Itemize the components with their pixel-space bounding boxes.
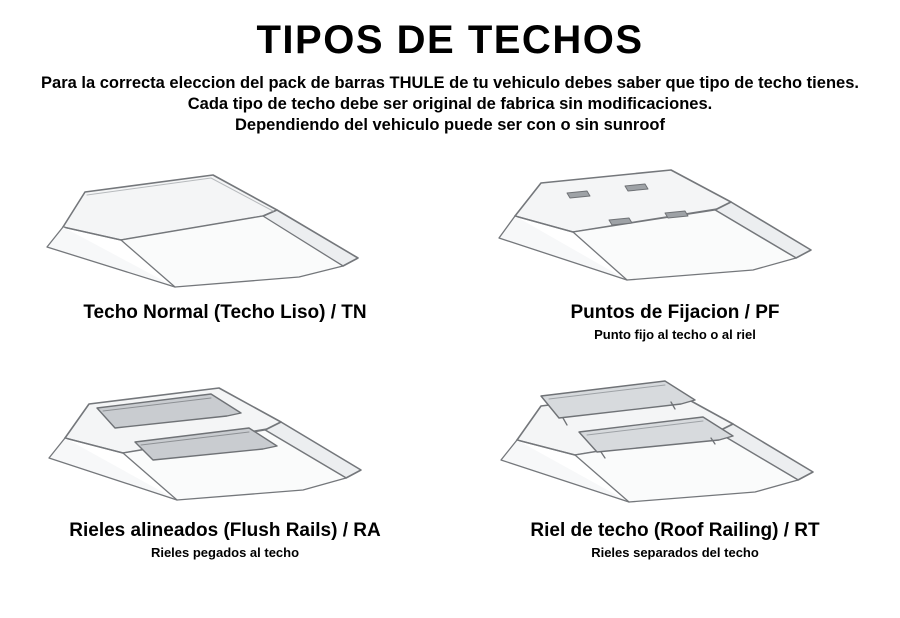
roof-type-card-riel-de-techo (450, 368, 900, 586)
intro-text (20, 73, 880, 136)
subcaption-puntos-de-fijacion: Punto fijo al techo o al riel (594, 327, 756, 342)
roof-types-grid (0, 150, 900, 586)
poster (0, 18, 900, 618)
subcaption-rieles-alineados: Rieles pegados al techo (150, 545, 300, 560)
roof-type-card-rieles-alineados (0, 368, 450, 586)
puntos-de-fijacion-illustration (475, 150, 875, 300)
roof-type-card-techo-normal (0, 150, 450, 368)
caption-rieles-alineados: Rieles alineados (Flush Rails) / RA (69, 520, 381, 541)
riel-de-techo-illustration (475, 368, 875, 518)
intro-line-1: Para la correcta eleccion del pack de barras THULE de tu vehiculo debes saber que tipo de techo tienes. (41, 74, 859, 92)
techo-normal-illustration (25, 150, 425, 300)
page-title: TIPOS DE TECHOS (256, 18, 644, 62)
intro-line-3: Dependiendo del vehiculo puede ser con o sin sunroof (235, 116, 665, 134)
roof-type-card-puntos-de-fijacion (450, 150, 900, 368)
caption-techo-normal: Techo Normal (Techo Liso) / TN (83, 302, 367, 323)
subcaption-riel-de-techo: Rieles separados del techo (591, 545, 759, 560)
caption-riel-de-techo: Riel de techo (Roof Railing) / RT (530, 520, 820, 541)
intro-line-2: Cada tipo de techo debe ser original de fabrica sin modificaciones. (187, 95, 713, 113)
rieles-alineados-illustration (25, 368, 425, 518)
caption-puntos-de-fijacion: Puntos de Fijacion / PF (570, 302, 780, 323)
